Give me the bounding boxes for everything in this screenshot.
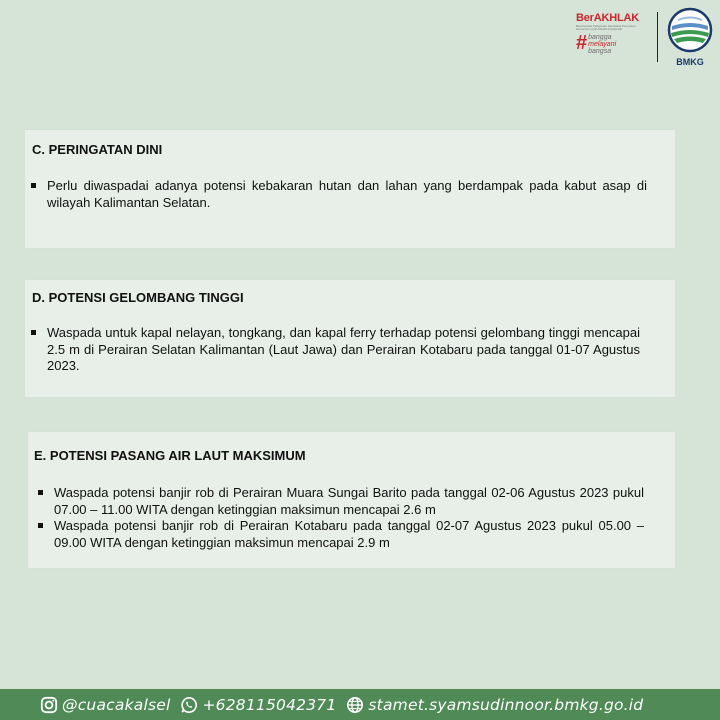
berakhlak-logo [576,12,656,62]
bangga-melayani-hash: # [576,32,588,54]
globe-icon [346,696,364,714]
instagram-icon [40,696,58,714]
melayani-word: melayani [588,41,617,48]
instagram-handle[interactable]: @cuacakalsel [62,696,171,714]
pasang-list [32,485,644,551]
peringatan-item [25,178,647,211]
gelombang-item [25,325,640,375]
section-pasang-title: E. POTENSI PASANG AIR LAUT MAKSIMUM [34,448,306,463]
section-pasang-air-laut [28,432,675,568]
bmkg-label: BMKG [676,57,704,67]
peringatan-list [25,178,647,211]
bmkg-emblem-icon [666,6,714,54]
bullet-icon [31,183,36,188]
pasang-item [32,518,644,551]
section-peringatan-title: C. PERINGATAN DINI [32,142,163,157]
section-gelombang-tinggi [25,280,675,397]
pasang-item-text: Waspada potensi banjir rob di Perairan Muara Sungai Barito pada tanggal 02-06 Agustus 2023 pukul 07.00 – 11.00 WITA dengan ketinggian maksimun mencapai 2.6 m [54,485,644,517]
logo-divider [657,12,658,62]
whatsapp-icon [180,696,198,714]
pasang-item-text: Waspada potensi banjir rob di Perairan Kotabaru pada tanggal 02-07 Agustus 2023 pukul 05.00 – 09.00 WITA dengan ketinggian maksimun mencapai 2.9 m [54,518,644,550]
berakhlak-subtitle: Berorientasi Pelayanan Akuntabel Kompeten Harmonis Loyal Adaptif Kolaboratif [576,24,636,31]
section-gelombang-title: D. POTENSI GELOMBANG TINGGI [32,290,244,305]
whatsapp-number[interactable]: +628115042371 [202,696,337,714]
gelombang-item-text: Waspada untuk kapal nelayan, tongkang, dan kapal ferry terhadap potensi gelombang tinggi mencapai 2.5 m di Perairan Selatan Kalimantan (Laut Jawa) dan Perairan Kotabaru pada tanggal 01-07 Agustus 2023. [47,325,640,373]
bullet-icon [38,490,43,495]
gelombang-list [25,325,640,375]
header-logos [0,0,720,74]
bangga-word: bangga [588,34,612,41]
bullet-icon [31,330,36,335]
section-peringatan-dini [25,130,675,248]
bullet-icon [38,523,43,528]
pasang-item [32,485,644,518]
website-url[interactable]: stamet.syamsudinnoor.bmkg.go.id [368,696,644,714]
bangsa-word: bangsa [588,48,612,55]
peringatan-item-text: Perlu diwaspadai adanya potensi kebakaran hutan dan lahan yang berdampak pada kabut asap di wilayah Kalimantan Selatan. [47,178,647,210]
bmkg-logo [664,6,716,66]
berakhlak-title: BerAKHLAK [576,12,639,24]
footer-contact-bar [0,689,720,720]
